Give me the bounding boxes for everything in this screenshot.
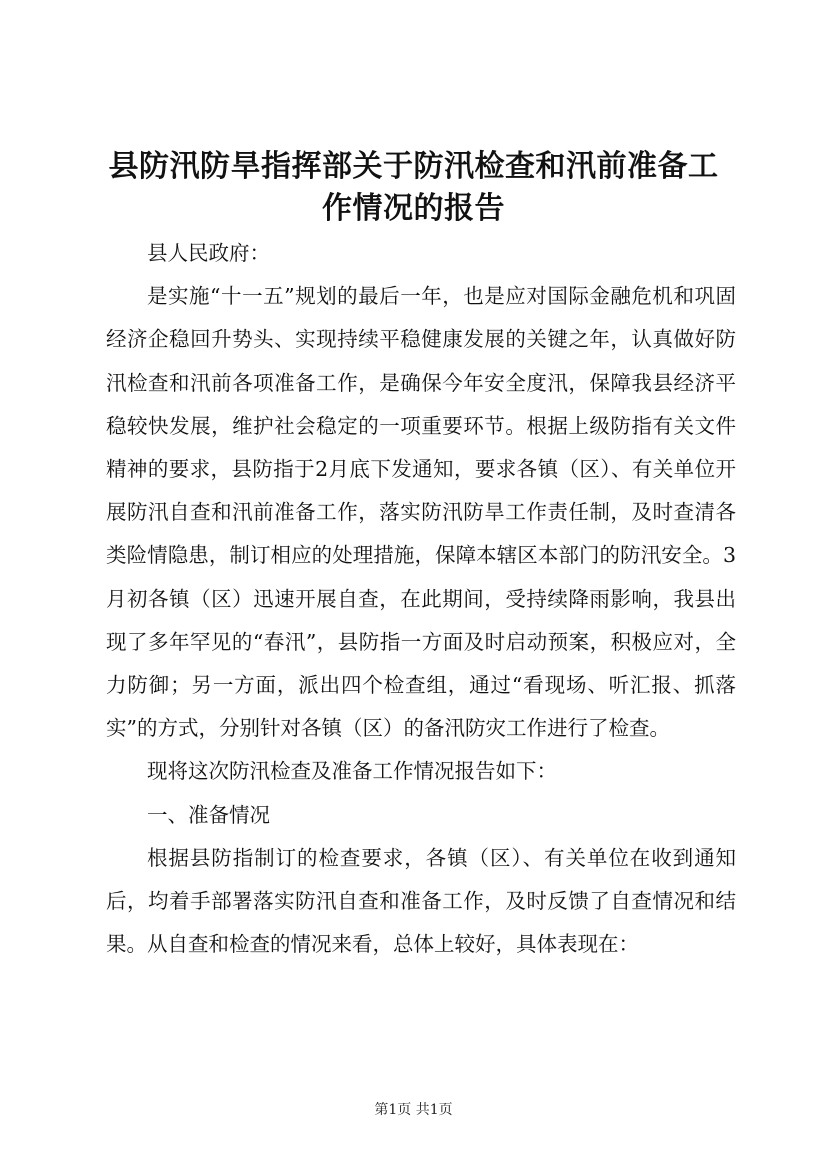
document-title: 县防汛防旱指挥部关于防汛检查和汛前准备工作情况的报告	[108, 149, 719, 226]
body-paragraph-preparation: 根据县防指制订的检查要求，各镇（区）、有关单位在收到通知后，均着手部署落实防汛自查和准备工作，及时反馈了自查情况和结果。从自查和检查的情况来看，总体上较好，具体表现在：	[106, 845, 736, 957]
document-body	[106, 232, 736, 966]
section-heading-preparation: 一、准备情况	[147, 802, 270, 827]
page-footer: 第1页 共1页	[374, 1102, 453, 1118]
body-paragraph-intro: 是实施“十一五”规划的最后一年，也是应对国际金融危机和巩固经济企稳回升势头、实现持续平稳健康发展的关键之年，认真做好防汛检查和汛前各项准备工作，是确保今年安全度汛，保障我县经济平稳较快发展，维护社会稳定的一项重要环节。根据上级防指有关文件精神的要求，县防指于2月底下发通知，要求各镇（区）、有关单位开展防汛自查和汛前准备工作，落实防汛防旱工作责任制，及时查清各类险情隐患，制订相应的处理措施，保障本辖区本部门的防汛安全。3月初各镇（区）迅速开展自查，在此期间，受持续降雨影响，我县出现了多年罕见的“春汛”，县防指一方面及时启动预案，积极应对，全力防御；另一方面，派出四个检查组，通过“看现场、听汇报、抓落实”的方式，分别针对各镇（区）的备汛防灾工作进行了检查。	[106, 284, 736, 741]
body-paragraph-report-lead: 现将这次防汛检查及准备工作情况报告如下：	[147, 759, 557, 784]
salutation: 县人民政府：	[147, 241, 270, 265]
